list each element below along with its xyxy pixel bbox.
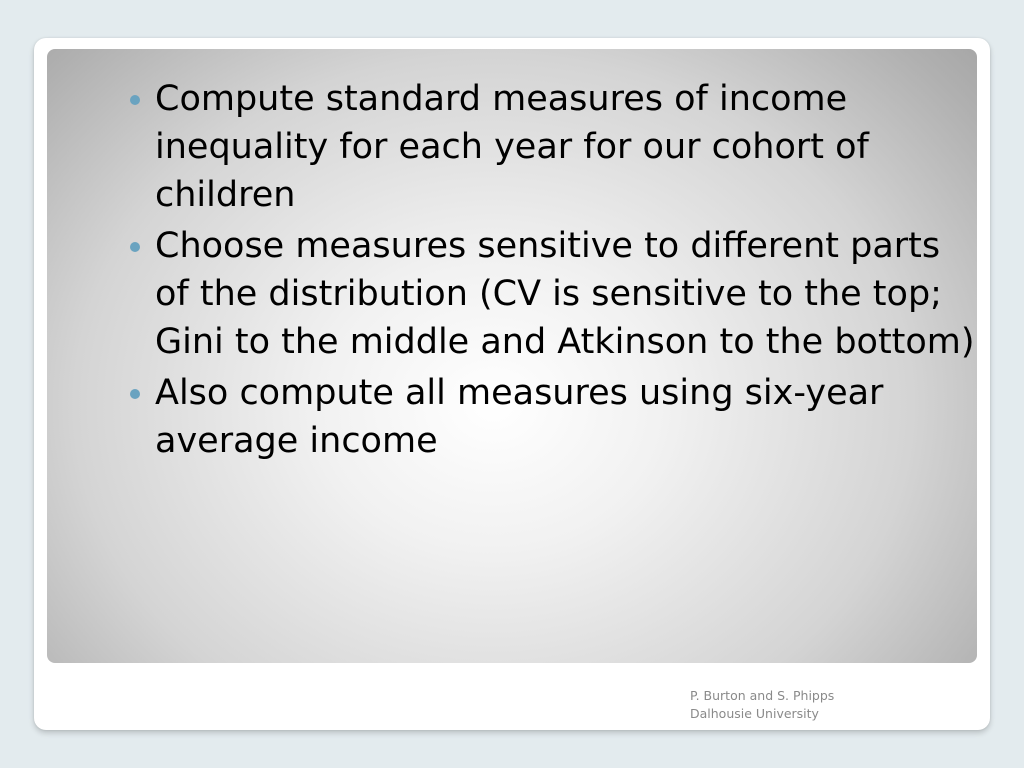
bullet-item bbox=[105, 369, 975, 465]
bullet-dot-icon bbox=[130, 95, 140, 105]
footer-authors: P. Burton and S. Phipps bbox=[690, 688, 835, 703]
bullet-item bbox=[105, 75, 975, 219]
bullet-text: Choose measures sensitive to different parts of the distribution (CV is sensitive to the top; Gini to the middle and Atkinson to the bottom) bbox=[155, 226, 975, 362]
content-panel bbox=[47, 49, 977, 663]
bullet-dot-icon bbox=[130, 389, 140, 399]
bullet-text: Also compute all measures using six-year average income bbox=[155, 373, 884, 461]
bullet-text: Compute standard measures of income inequality for each year for our cohort of children bbox=[155, 79, 869, 215]
bullet-item bbox=[105, 222, 975, 366]
bullet-dot-icon bbox=[130, 242, 140, 252]
footer-credit bbox=[690, 687, 834, 723]
footer-institution: Dalhousie University bbox=[690, 706, 819, 721]
bullet-list bbox=[105, 75, 975, 468]
